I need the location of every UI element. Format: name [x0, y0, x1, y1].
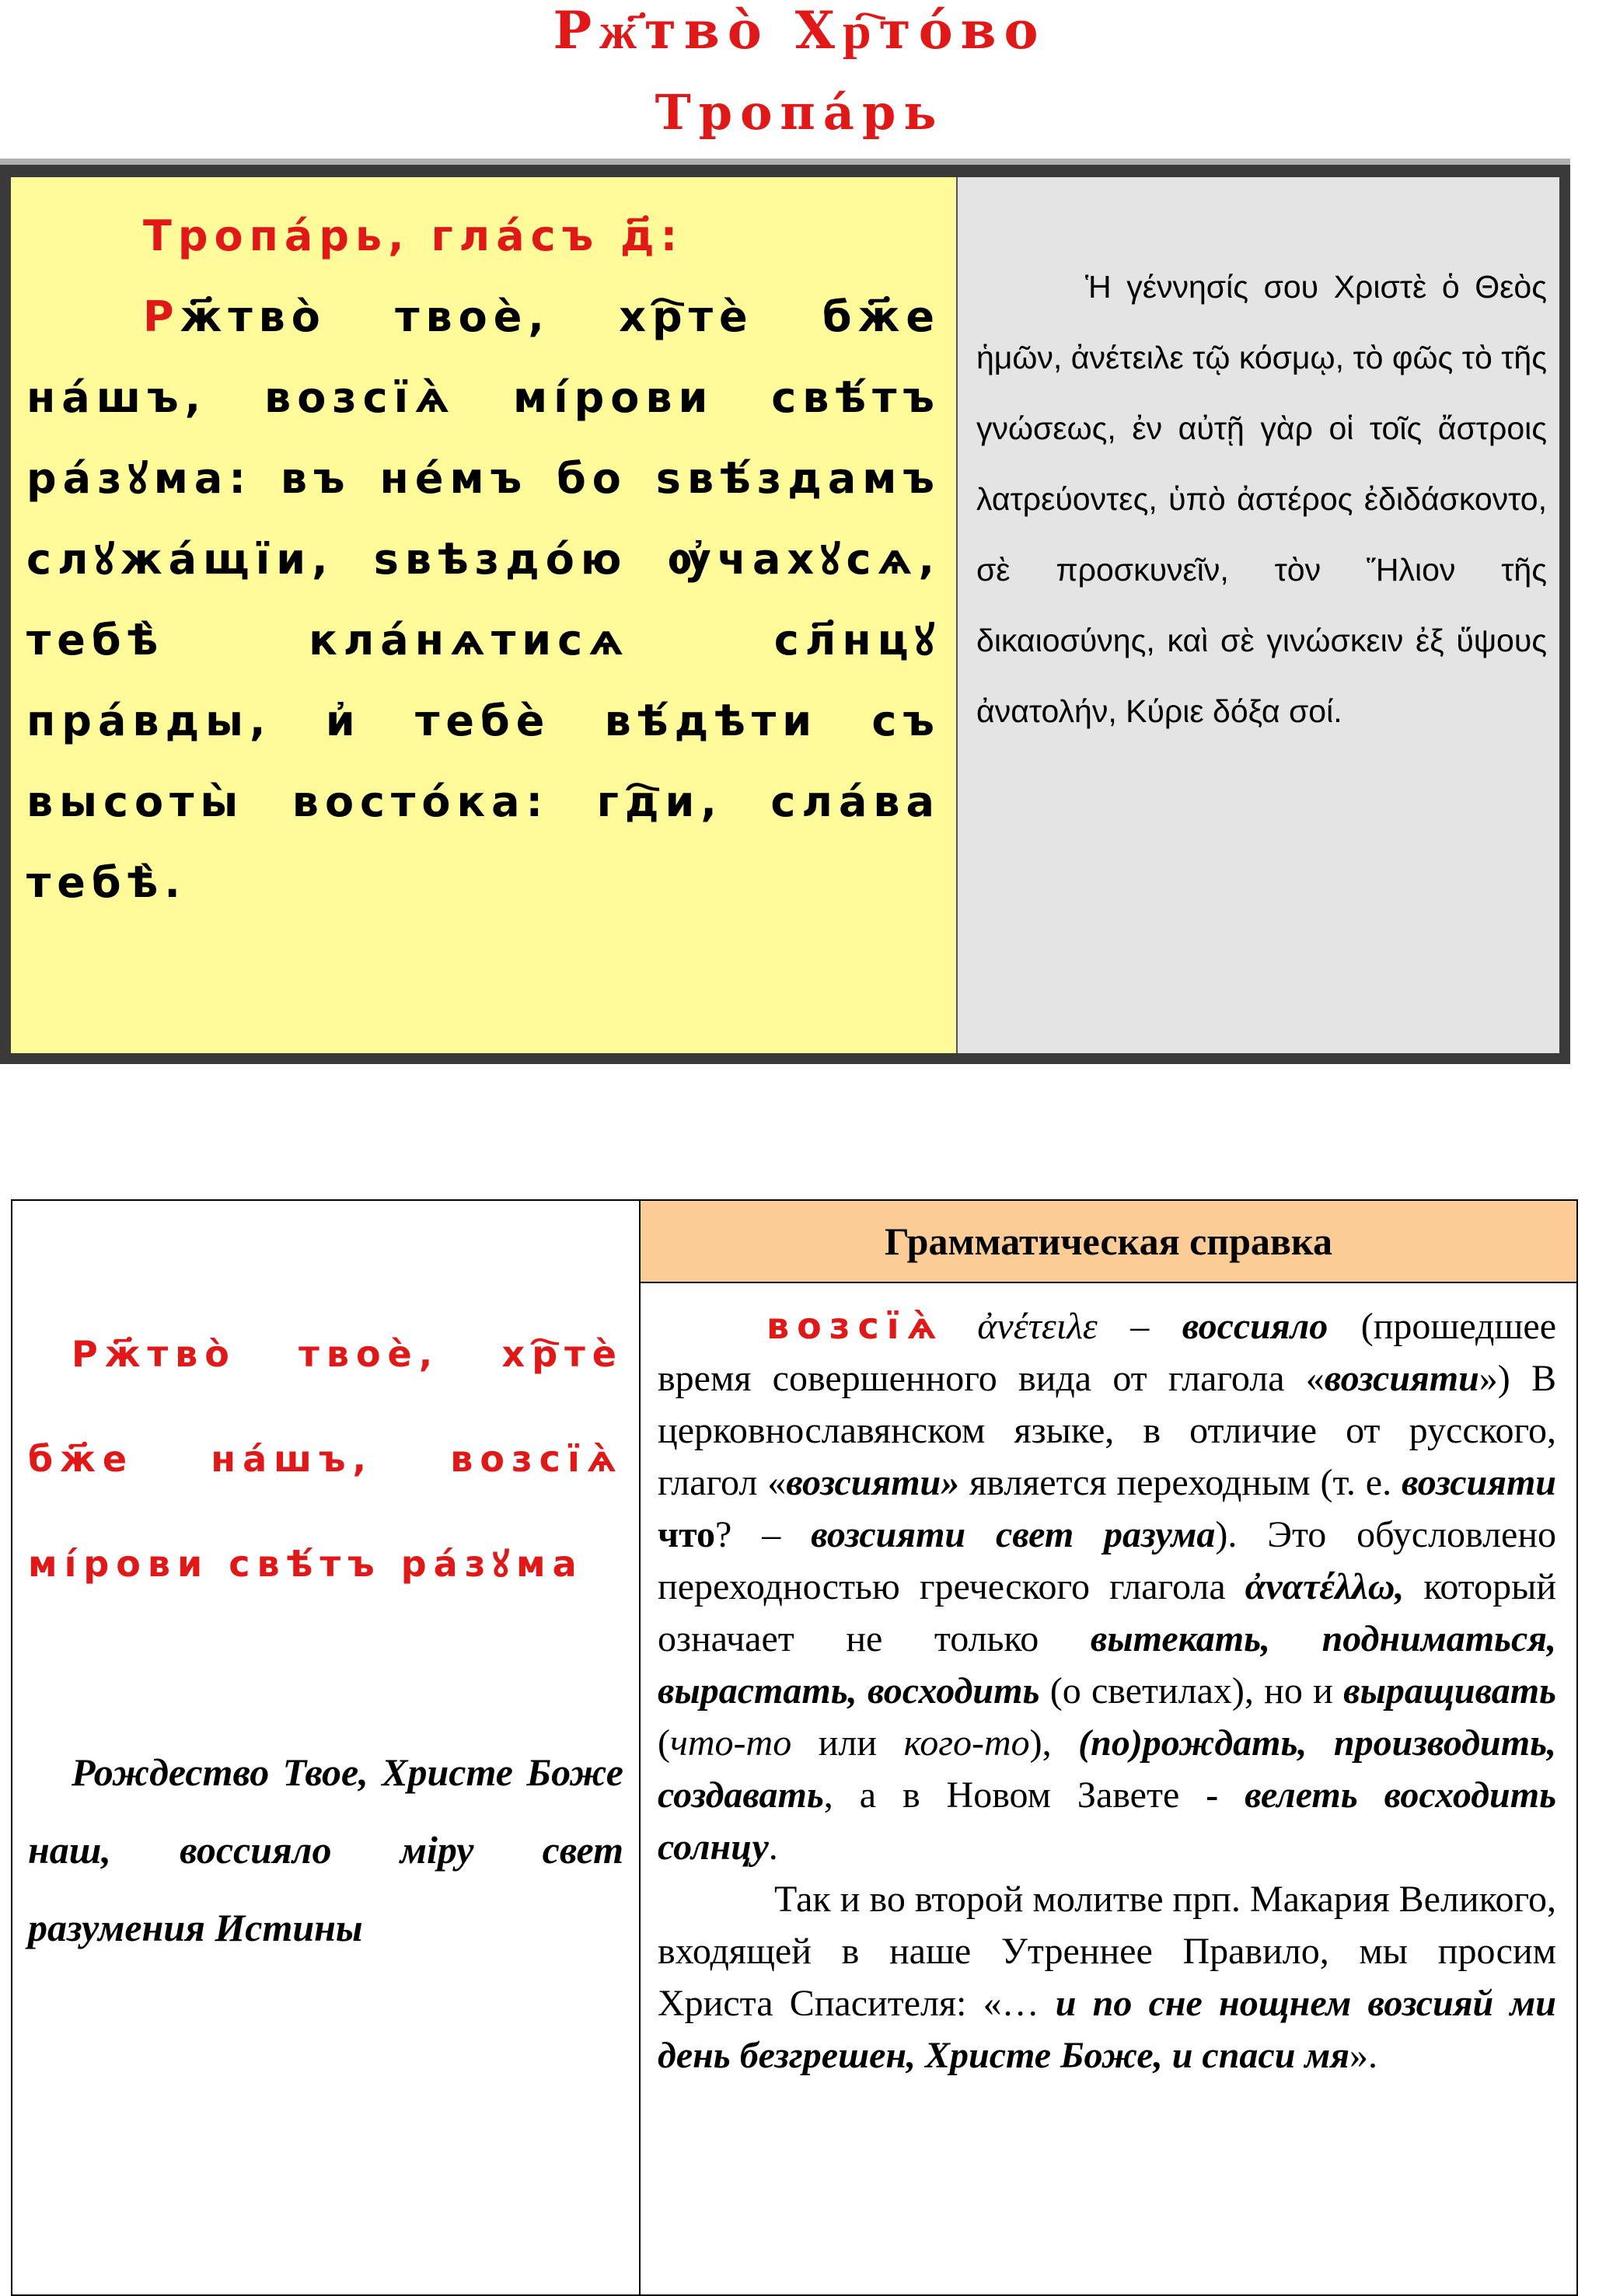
grammar-paragraph-2: Так и во второй молитве прп. Макария Великого, входящей в наше Утреннее Правило, мы просим Христа Спасителя: «… и по сне нощнем возсияй ми день безгрешен, Христе Боже, и спаси мя». [658, 1879, 1556, 2076]
troparion-heading: Тропа́рь, гла́съ д҃: [143, 211, 684, 260]
russian-translation: Рождество Твое, Христе Боже наш, воссияло міру свет разумения Истины [28, 1750, 623, 1949]
page-title: Рж҃тво̀ Хр҇то́во [553, 0, 1046, 61]
greek-word: ἀνέτειλε [977, 1306, 1098, 1347]
grammar-header: Грамматическая справка [641, 1201, 1576, 1283]
drop-initial: Р [143, 292, 180, 341]
grammar-body [641, 1283, 1576, 2081]
page-subtitle: Тропа́рь [655, 84, 944, 141]
greek-panel [958, 177, 1559, 1053]
grammar-table [11, 1199, 1578, 2296]
phrase-column [12, 1201, 641, 2294]
slavonic-panel [11, 177, 958, 1053]
greek-troparion-text: Ἡ γέννησίς σου Χριστὲ ὁ Θεὸς ἡμῶν, ἀνέτειλε τῷ κόσμῳ, τὸ φῶς τὸ τῆς γνώσεως, ἐν αὐτῇ γὰρ οἱ τοῖς ἄστροις λατρεύοντες, ὑπὸ ἀστέρος ἐδιδάσκοντο, σὲ προσκυνεῖν, τὸν Ἥλιον τῆς δικαιοσύνης, καὶ σὲ γινώσκειν ἐξ ὕψους ἀνατολήν, Κύριε δόξα σοί. [976, 269, 1547, 729]
slavonic-phrase: Рж҃тво̀ твоѐ, хр҇тѐ бж҃е на́шъ, возсїѧ̀ мі́рови свѣ́тъ ра́зꙋма [28, 1333, 623, 1585]
grammar-paragraph-1: возсїѧ̀ ἀνέτειλε – воссияло (прошедшее время совершенного вида от глагола «возсияти») В церковнославянском языке, в отличие от русского, глагол «возсияти» является переходным (т. е. возсияти что? – возсияти свет разума). Это обусловлено переходностью греческого глагола ἀνατέλλω, который означает не только вытекать, подниматься, вырастать, восходить (о светилах), но и выращивать (что-то или кого-то), (по)рождать, производить, создавать, а в Новом Завете - велеть восходить солнцу. [658, 1305, 1557, 1868]
prayer-frame [0, 159, 1570, 1064]
slavonic-troparion-text: ж҃тво̀ твоѐ, хр҇тѐ бж҃е на́шъ, возсїѧ̀ мі́рови свѣ́тъ ра́зꙋма: въ не́мъ бо ѕвѣ́здамъ слꙋжа́щїи, ѕвѣздо́ю ѹ҆чахꙋсѧ, тебѣ̀ кла́нѧтисѧ сл҃нцꙋ пра́вды, и҆ тебѐ вѣ́дѣти съ высоты̀ восто́ка: гд҇и, сла́ва тебѣ̀. [26, 292, 941, 907]
slavonic-word: возсїѧ̀ [766, 1305, 944, 1347]
